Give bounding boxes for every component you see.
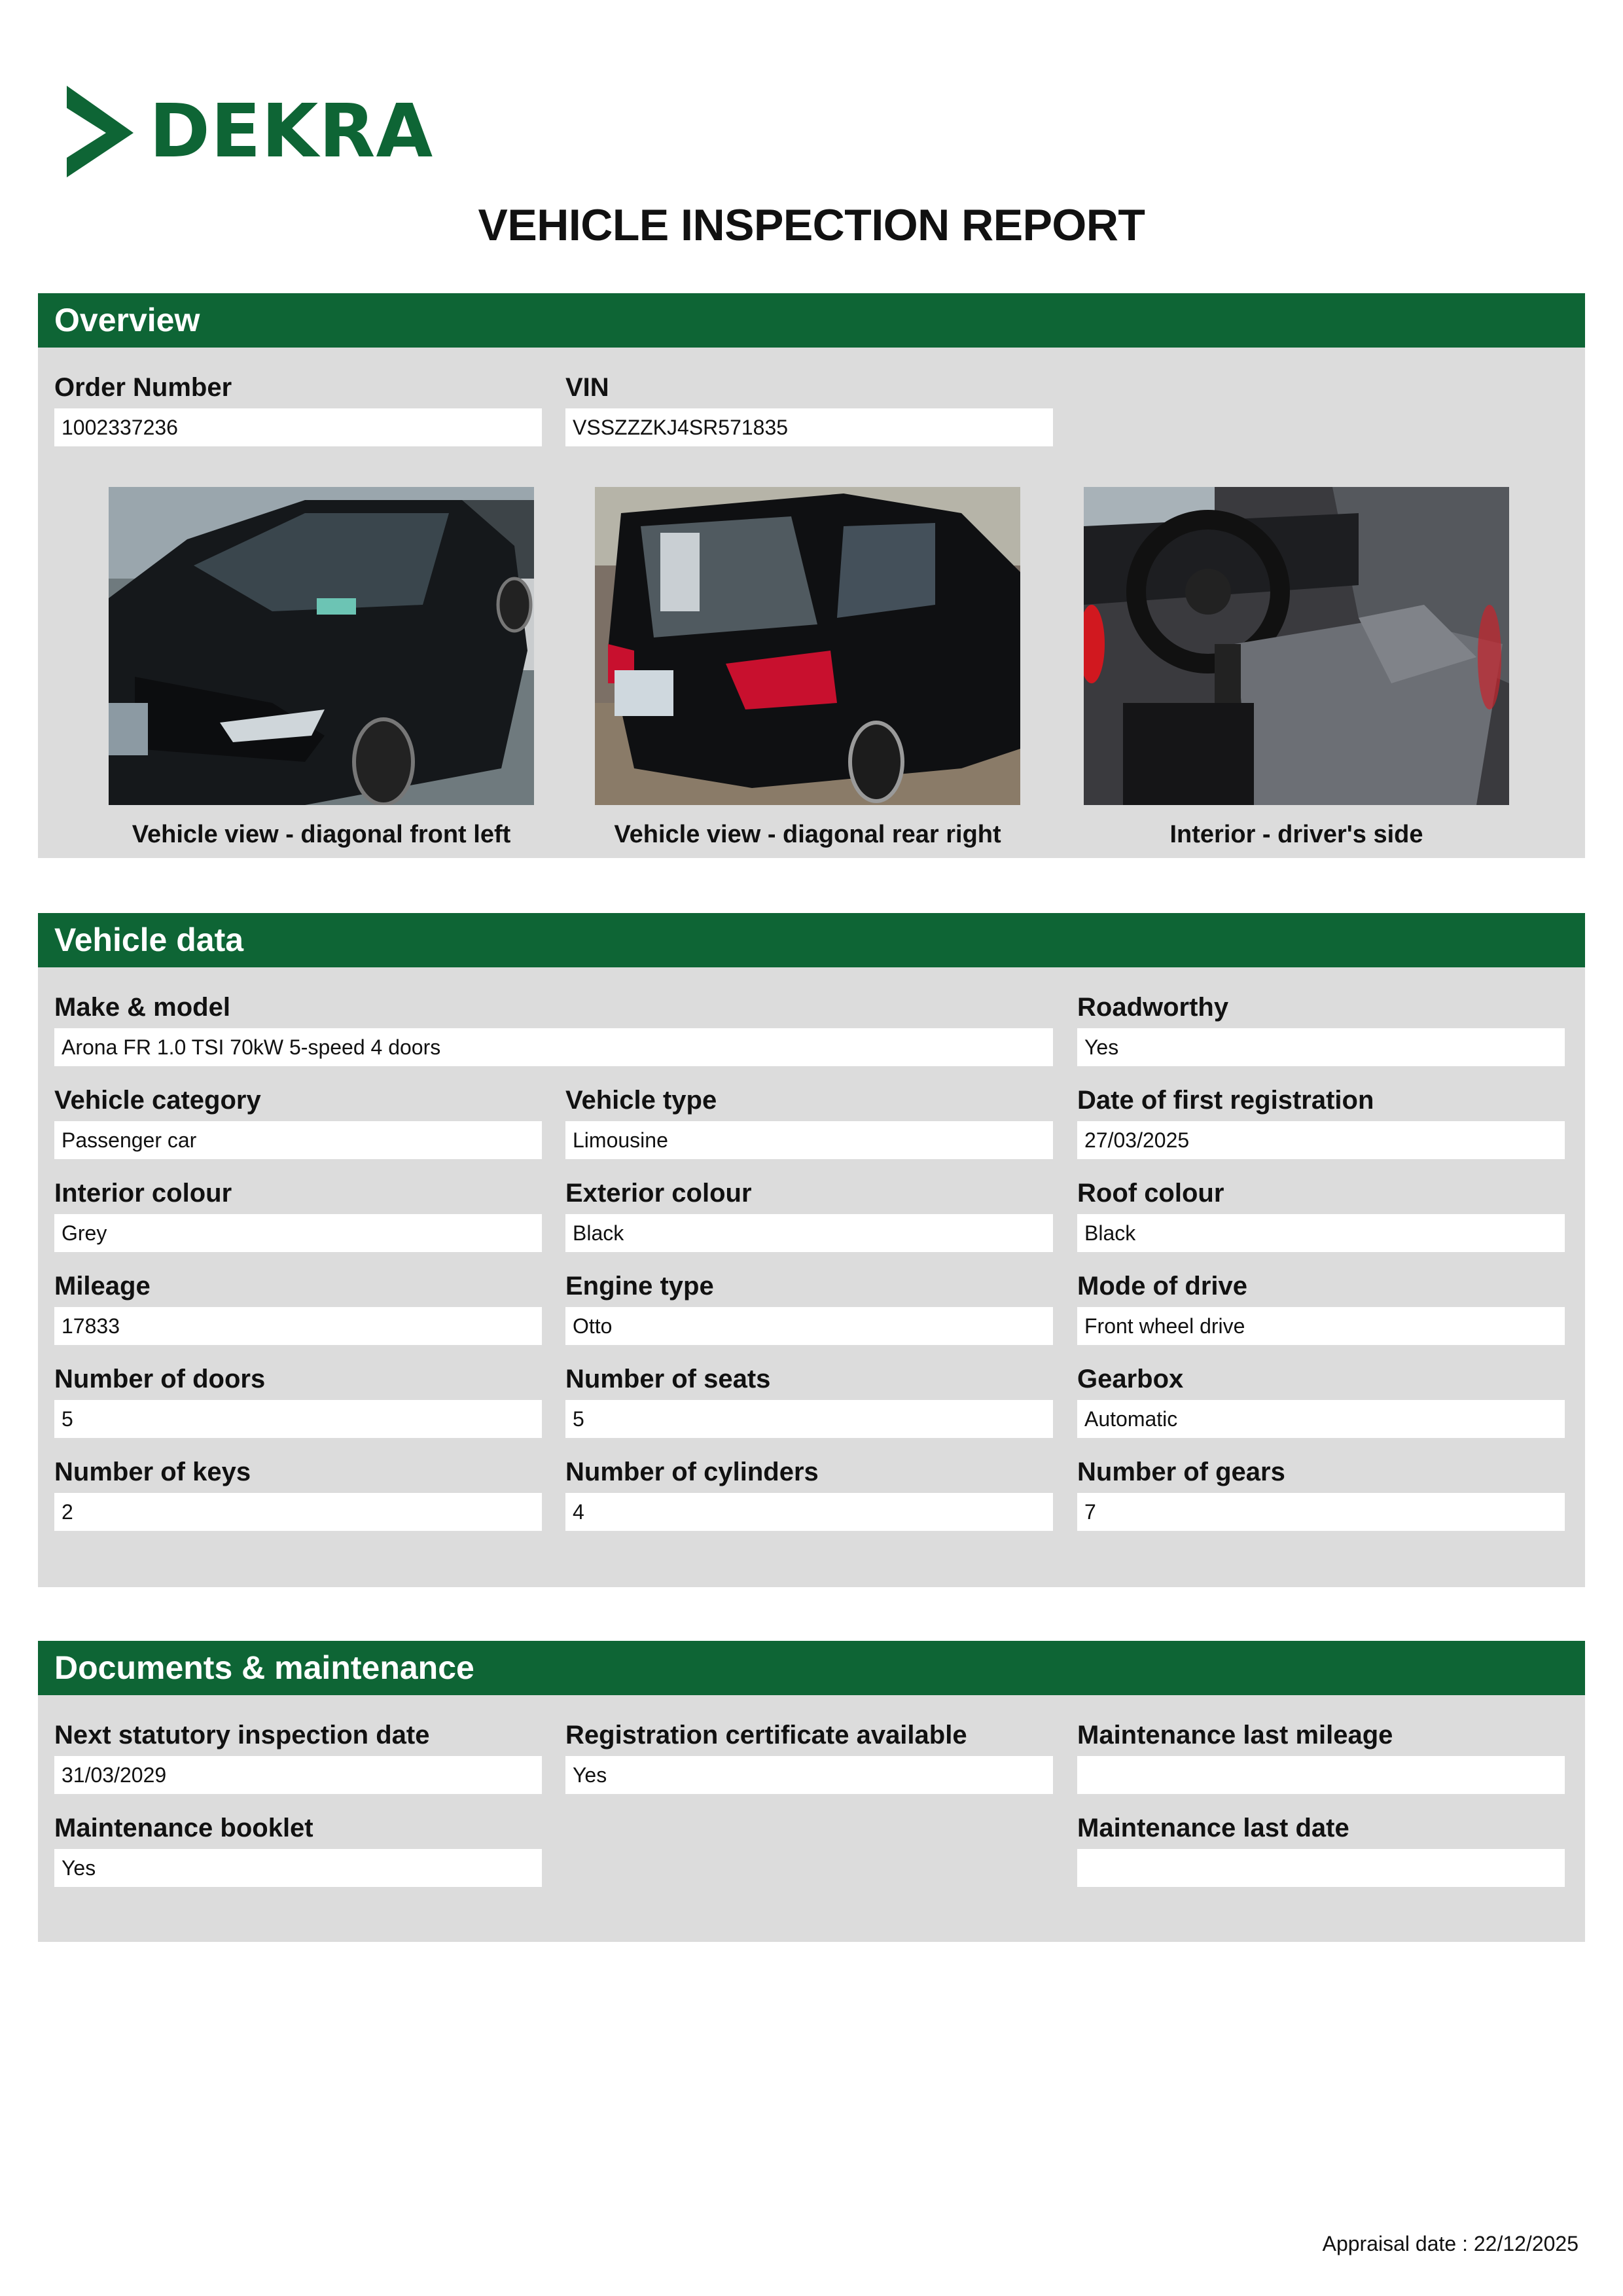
vin-value: VSSZZZKJ4SR571835 — [565, 408, 1053, 446]
maintenance-booklet-field — [54, 1812, 542, 1887]
logo-wordmark: DEKRA — [149, 88, 434, 174]
make-model-field — [54, 992, 1053, 1066]
appraisal-date: Appraisal date : 22/12/2025 — [1322, 2232, 1578, 2255]
order-number-value: 1002337236 — [54, 408, 542, 446]
exterior-colour-label: Exterior colour — [565, 1179, 752, 1208]
number-of-seats-field — [565, 1363, 1053, 1438]
mileage-label: Mileage — [54, 1272, 151, 1300]
photo-rear-right[interactable] — [595, 487, 1020, 805]
number-of-seats-value: 5 — [565, 1400, 1053, 1438]
photo-interior[interactable] — [1084, 487, 1509, 805]
vehicle-category-label: Vehicle category — [54, 1086, 261, 1115]
order-number-label: Order Number — [54, 373, 232, 402]
overview-header: Overview — [38, 293, 1585, 348]
number-of-doors-label: Number of doors — [54, 1365, 266, 1393]
vin-label: VIN — [565, 373, 609, 402]
gearbox-label: Gearbox — [1077, 1365, 1184, 1393]
vin-field — [565, 372, 1053, 446]
registration-certificate-label: Registration certificate available — [565, 1721, 967, 1749]
maintenance-last-date-label: Maintenance last date — [1077, 1814, 1349, 1842]
number-of-gears-field — [1077, 1456, 1565, 1531]
first-registration-field — [1077, 1085, 1565, 1159]
registration-certificate-field — [565, 1719, 1053, 1794]
photo-interior-caption: Interior - driver's side — [1169, 821, 1423, 848]
documents-section — [38, 1641, 1585, 1942]
engine-type-value: Otto — [565, 1307, 1053, 1345]
roof-colour-value: Black — [1077, 1214, 1565, 1252]
next-inspection-label: Next statutory inspection date — [54, 1721, 430, 1749]
overview-section — [38, 293, 1585, 858]
number-of-keys-label: Number of keys — [54, 1458, 251, 1486]
dekra-arrow-icon — [60, 86, 134, 177]
make-model-label: Make & model — [54, 993, 230, 1022]
number-of-seats-label: Number of seats — [565, 1365, 771, 1393]
number-of-doors-value: 5 — [54, 1400, 542, 1438]
interior-colour-field — [54, 1177, 542, 1252]
photo-front-left[interactable] — [109, 487, 534, 805]
exterior-colour-value: Black — [565, 1214, 1053, 1252]
maintenance-booklet-label: Maintenance booklet — [54, 1814, 313, 1842]
dekra-logo — [60, 84, 433, 179]
engine-type-label: Engine type — [565, 1272, 714, 1300]
number-of-cylinders-value: 4 — [565, 1493, 1053, 1531]
maintenance-last-mileage-value — [1077, 1756, 1565, 1794]
mode-of-drive-field — [1077, 1270, 1565, 1345]
roof-colour-field — [1077, 1177, 1565, 1252]
vehicle-type-value: Limousine — [565, 1121, 1053, 1159]
number-of-keys-value: 2 — [54, 1493, 542, 1531]
maintenance-booklet-value: Yes — [54, 1849, 542, 1887]
mileage-value: 17833 — [54, 1307, 542, 1345]
mode-of-drive-value: Front wheel drive — [1077, 1307, 1565, 1345]
mileage-field — [54, 1270, 542, 1345]
maintenance-last-date-value — [1077, 1849, 1565, 1887]
roof-colour-label: Roof colour — [1077, 1179, 1224, 1208]
number-of-doors-field — [54, 1363, 542, 1438]
interior-colour-value: Grey — [54, 1214, 542, 1252]
order-number-field — [54, 372, 542, 446]
documents-header: Documents & maintenance — [38, 1641, 1585, 1695]
roadworthy-label: Roadworthy — [1077, 993, 1229, 1022]
photo-front-left-caption: Vehicle view - diagonal front left — [132, 821, 511, 848]
make-model-value: Arona FR 1.0 TSI 70kW 5-speed 4 doors — [54, 1028, 1053, 1066]
next-inspection-field — [54, 1719, 542, 1794]
gearbox-value: Automatic — [1077, 1400, 1565, 1438]
vehicle-category-field — [54, 1085, 542, 1159]
vehicle-type-field — [565, 1085, 1053, 1159]
roadworthy-value: Yes — [1077, 1028, 1565, 1066]
maintenance-last-mileage-field — [1077, 1719, 1565, 1794]
maintenance-last-date-field — [1077, 1812, 1565, 1887]
number-of-gears-value: 7 — [1077, 1493, 1565, 1531]
number-of-gears-label: Number of gears — [1077, 1458, 1285, 1486]
interior-colour-label: Interior colour — [54, 1179, 232, 1208]
vehicle-data-section — [38, 913, 1585, 1587]
number-of-cylinders-field — [565, 1456, 1053, 1531]
photo-rear-right-caption: Vehicle view - diagonal rear right — [614, 821, 1001, 848]
maintenance-last-mileage-label: Maintenance last mileage — [1077, 1721, 1393, 1749]
number-of-keys-field — [54, 1456, 542, 1531]
vehicle-type-label: Vehicle type — [565, 1086, 717, 1115]
page-title: VEHICLE INSPECTION REPORT — [478, 200, 1145, 250]
next-inspection-value: 31/03/2029 — [54, 1756, 542, 1794]
engine-type-field — [565, 1270, 1053, 1345]
vehicle-data-header: Vehicle data — [38, 913, 1585, 967]
first-registration-label: Date of first registration — [1077, 1086, 1374, 1115]
registration-certificate-value: Yes — [565, 1756, 1053, 1794]
mode-of-drive-label: Mode of drive — [1077, 1272, 1248, 1300]
exterior-colour-field — [565, 1177, 1053, 1252]
gearbox-field — [1077, 1363, 1565, 1438]
number-of-cylinders-label: Number of cylinders — [565, 1458, 819, 1486]
vehicle-category-value: Passenger car — [54, 1121, 542, 1159]
first-registration-value: 27/03/2025 — [1077, 1121, 1565, 1159]
roadworthy-field — [1077, 992, 1565, 1066]
